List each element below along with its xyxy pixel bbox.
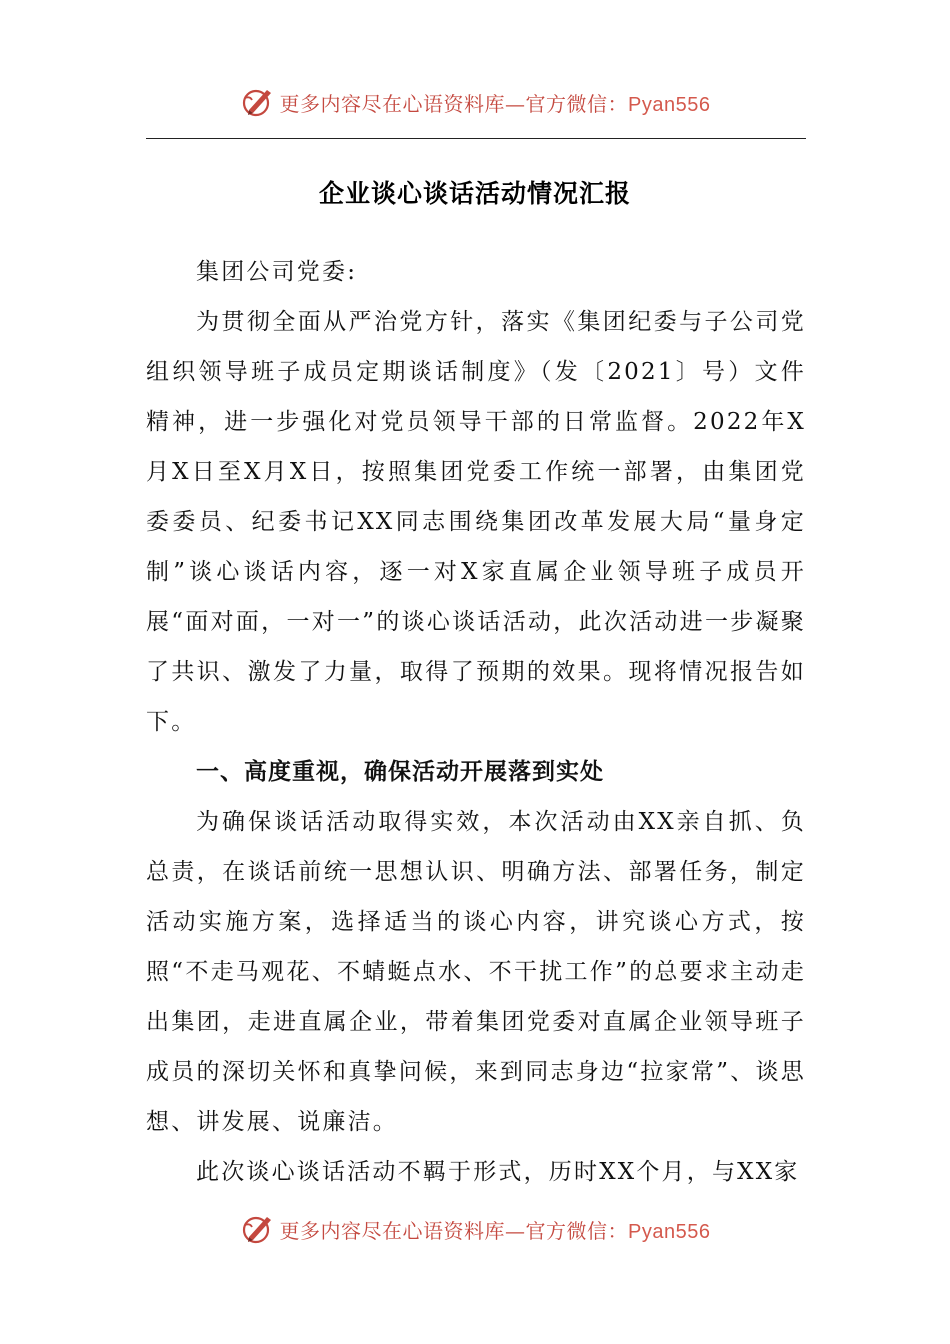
document-body	[146, 247, 806, 1197]
wechat-id: Pyan556	[628, 1220, 711, 1243]
watermark-text: 更多内容尽在心语资料库—官方微信：Pyan556	[279, 1218, 711, 1243]
section-paragraph: 此次谈心谈话活动不羁于形式，历时XX个月，与XX家	[196, 1159, 800, 1185]
section-heading: 一、高度重视，确保活动开展落到实处	[196, 759, 604, 785]
header-divider	[146, 138, 806, 139]
header-watermark	[0, 82, 950, 122]
wechat-id: Pyan556	[628, 93, 711, 116]
section-paragraph: 为确保谈话活动取得实效，本次活动由XX亲自抓、负总责，在谈话前统一思想认识、明确方法、部署任务，制定活动实施方案，选择适当的谈心内容，讲究谈心方式，按照“不走马观花、不蜻蜓点水、不干扰工作”的总要求主动走出集团，走进直属企业，带着集团党委对直属企业领导班子成员的深切关怀和真挚问候，来到同志身边“拉家常”、谈思想、讲发展、说廉洁。	[146, 809, 806, 1135]
watermark-text: 更多内容尽在心语资料库—官方微信：Pyan556	[279, 91, 711, 116]
pen-logo-icon	[240, 84, 276, 120]
salutation: 集团公司党委:	[196, 259, 358, 285]
intro-paragraph: 为贯彻全面从严治党方针，落实《集团纪委与子公司党组织领导班子成员定期谈话制度》（发〔2021〕号）文件精神，进一步强化对党员领导干部的日常监督。2022年X月X日至X月X日，按照集团党委工作统一部署，由集团党委委员、纪委书记XX同志围绕集团改革发展大局“量身定制”谈心谈话内容，逐一对X家直属企业领导班子成员开展“面对面，一对一”的谈心谈话活动，此次活动进一步凝聚了共识、激发了力量，取得了预期的效果。现将情况报告如下。	[146, 309, 806, 735]
document-title: 企业谈心谈话活动情况汇报	[318, 179, 631, 208]
pen-logo-icon	[240, 1211, 276, 1247]
footer-watermark	[0, 1209, 950, 1249]
